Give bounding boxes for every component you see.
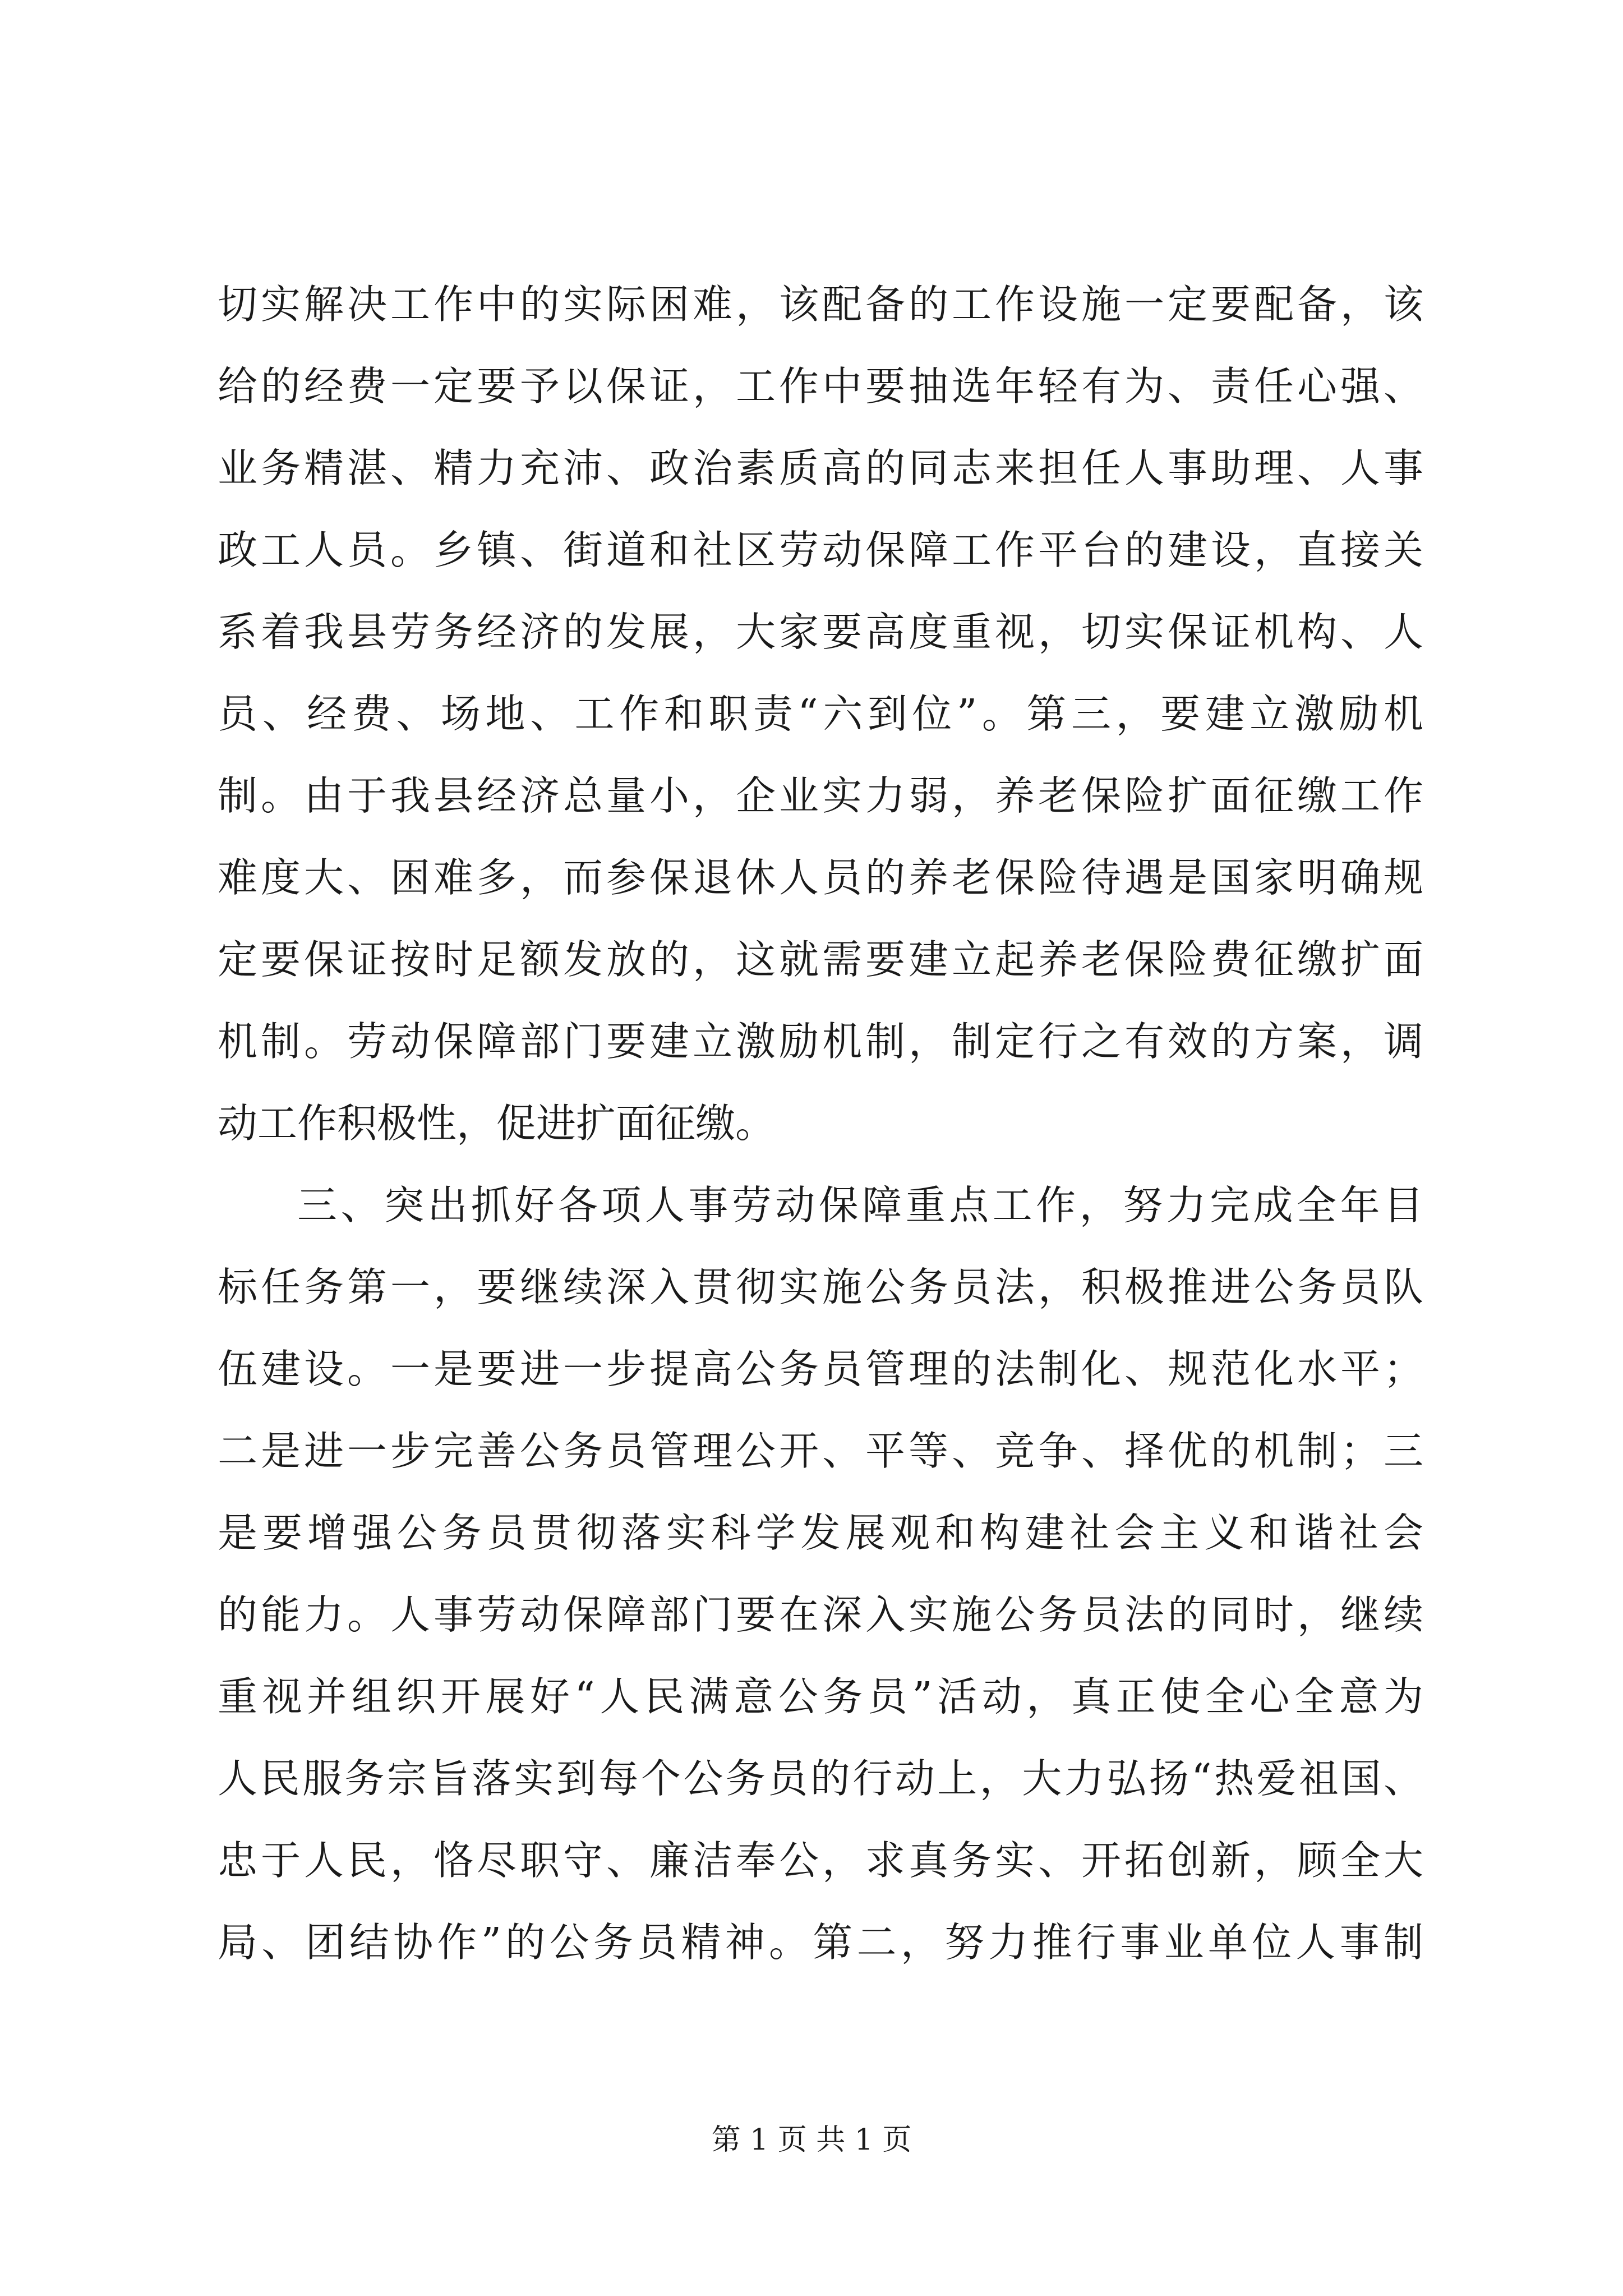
text-line: 人民服务宗旨落实到每个公务员的行动上，大力弘扬“热爱祖国、: [218, 1755, 1423, 1802]
text-line: 员、经费、场地、工作和职责“六到位”。第三，要建立激励机: [218, 691, 1423, 737]
text-line: 伍建设。一是要进一步提高公务员管理的法制化、规范化水平；: [218, 1346, 1423, 1392]
body-text: [218, 264, 1423, 1984]
text-line: 动工作积极性，促进扩面征缴。: [218, 1100, 776, 1147]
text-line: 局、团结协作”的公务员精神。第二，努力推行事业单位人事制: [218, 1919, 1423, 1966]
page-footer: [0, 2120, 1623, 2160]
text-line: 难度大、困难多，而参保退休人员的养老保险待遇是国家明确规: [218, 854, 1423, 901]
text-line: 政工人员。乡镇、街道和社区劳动保障工作平台的建设，直接关: [218, 527, 1423, 573]
text-line: 是要增强公务员贯彻落实科学发展观和构建社会主义和谐社会: [218, 1510, 1423, 1556]
text-line: 业务精湛、精力充沛、政治素质高的同志来担任人事助理、人事: [218, 445, 1423, 491]
text-line: 重视并组织开展好“人民满意公务员”活动，真正使全心全意为: [218, 1673, 1423, 1720]
text-line: 二是进一步完善公务员管理公开、平等、竞争、择优的机制；三: [218, 1428, 1423, 1474]
text-line: 忠于人民，恪尽职守、廉洁奉公，求真务实、开拓创新，顾全大: [218, 1837, 1423, 1884]
page-number-label: 第 1 页 共 1 页: [711, 2123, 912, 2157]
text-line: 给的经费一定要予以保证，工作中要抽选年轻有为、责任心强、: [218, 363, 1423, 409]
text-line: 系着我县劳务经济的发展，大家要高度重视，切实保证机构、人: [218, 609, 1423, 655]
text-line: 机制。劳动保障部门要建立激励机制，制定行之有效的方案，调: [218, 1018, 1423, 1065]
text-line: 标任务第一，要继续深入贯彻实施公务员法，积极推进公务员队: [218, 1264, 1423, 1310]
text-line: 制。由于我县经济总量小，企业实力弱，养老保险扩面征缴工作: [218, 772, 1423, 819]
section-heading-line: 三、突出抓好各项人事劳动保障重点工作，努力完成全年目: [297, 1182, 1423, 1228]
text-line: 定要保证按时足额发放的，这就需要建立起养老保险费征缴扩面: [218, 936, 1423, 983]
text-line: 的能力。人事劳动保障部门要在深入实施公务员法的同时，继续: [218, 1591, 1423, 1638]
text-line: 切实解决工作中的实际困难，该配备的工作设施一定要配备，该: [218, 281, 1423, 328]
